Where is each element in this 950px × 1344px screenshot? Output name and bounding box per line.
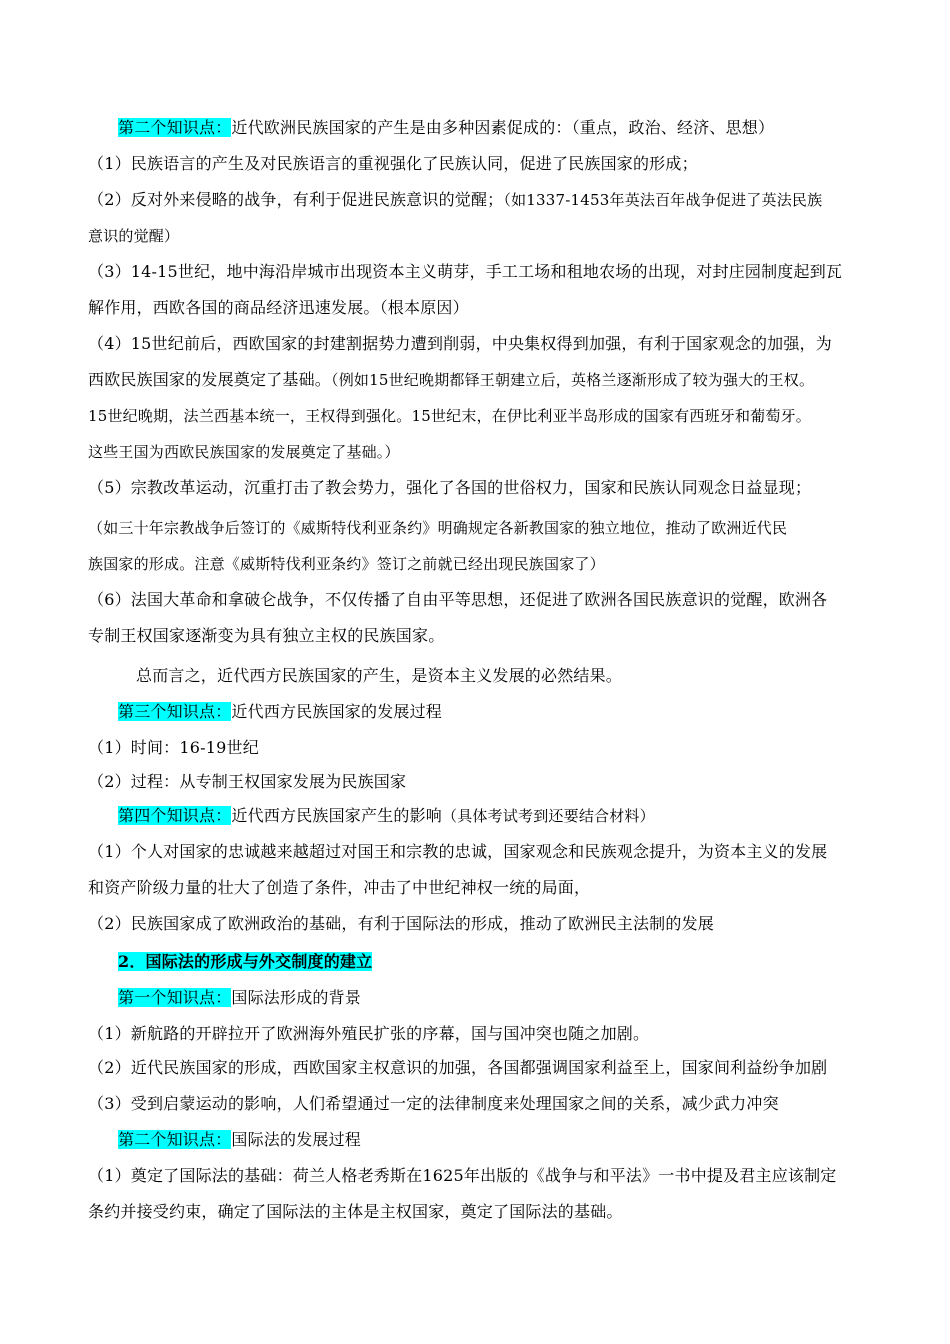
paragraph-line: 解作用，西欧各国的商品经济迅速发展。（根本原因） <box>88 298 469 317</box>
paragraph-line: （3）受到启蒙运动的影响，人们希望通过一定的法律制度来处理国家之间的关系，减少武力冲突 <box>88 1094 779 1113</box>
highlight-label: 第二个知识点： <box>118 118 232 137</box>
heading-text: 2．国际法的形成与外交制度的建立 <box>118 952 373 971</box>
section-line <box>118 805 655 827</box>
paragraph-line: （1）新航路的开辟拉开了欧洲海外殖民扩张的序幕，国与国冲突也随之加剧。 <box>88 1024 650 1043</box>
line-text: 国际法的发展过程 <box>231 1130 362 1149</box>
paragraph-line: （1）民族语言的产生及对民族语言的重视强化了民族认同，促进了民族国家的形成； <box>88 154 698 173</box>
paragraph-line <box>88 369 814 391</box>
paragraph-line: 条约并接受约束，确定了国际法的主体是主权国家，奠定了国际法的基础。 <box>88 1202 623 1221</box>
paragraph-line: （2）过程：从专制王权国家发展为民族国家 <box>88 772 407 791</box>
paragraph-line: 和资产阶级力量的壮大了创造了条件，冲击了中世纪神权一统的局面， <box>88 878 591 897</box>
note-line: 族国家的形成。注意《威斯特伐利亚条约》签订之前就已经出现民族国家了） <box>88 555 605 573</box>
paragraph-line: 专制王权国家逐渐变为具有独立主权的民族国家。 <box>88 626 445 645</box>
line-text: （2）反对外来侵略的战争，有利于促进民族意识的觉醒； <box>88 190 504 209</box>
paragraph-line: （1）时间：16-19世纪 <box>88 738 259 757</box>
highlight-label: 第四个知识点： <box>118 806 232 825</box>
paragraph-line: （1）个人对国家的忠诚越来越超过对国王和宗教的忠诚，国家观念和民族观念提升，为资本主义的发展 <box>88 842 828 861</box>
line-text: 近代西方民族国家产生的影响 <box>231 806 443 825</box>
section-line <box>118 701 442 723</box>
line-text: 近代欧洲民族国家的产生是由多种因素促成的：（重点，政治、经济、思想） <box>231 118 775 137</box>
paragraph-line: 总而言之，近代西方民族国家的产生，是资本主义发展的必然结果。 <box>136 666 623 685</box>
highlight-label: 第三个知识点： <box>118 702 232 721</box>
section-line <box>118 1129 361 1151</box>
note-line: 意识的觉醒） <box>88 227 180 245</box>
paragraph-line: （3）14-15世纪，地中海沿岸城市出现资本主义萌芽，手工工场和租地农场的出现，对封庄园制度起到瓦 <box>88 262 843 281</box>
paragraph-line: （6）法国大革命和拿破仑战争，不仅传播了自由平等思想，还促进了欧洲各国民族意识的觉醒，欧洲各 <box>88 590 828 609</box>
highlight-label: 第二个知识点： <box>118 1130 232 1149</box>
section-line <box>118 117 774 139</box>
paragraph-line: （5）宗教改革运动，沉重打击了教会势力，强化了各国的世俗权力，国家和民族认同观念日益显现； <box>88 478 812 497</box>
paragraph-line: （1）奠定了国际法的基础：荷兰人格老秀斯在1625年出版的《战争与和平法》一书中提及君主应该制定 <box>88 1166 837 1185</box>
note-text: （例如15世纪晚期都铎王朝建立后，英格兰逐渐形成了较为强大的王权。 <box>331 371 815 389</box>
line-text: 国际法形成的背景 <box>231 988 362 1007</box>
section-heading <box>118 951 372 973</box>
paragraph-line <box>88 189 822 211</box>
note-text: （具体考试考到还要结合材料） <box>442 807 655 825</box>
note-line: （如三十年宗教战争后签订的《威斯特伐利亚条约》明确规定各新教国家的独立地位，推动了欧洲近代民 <box>88 519 788 537</box>
highlight-label: 第一个知识点： <box>118 988 232 1007</box>
paragraph-line: （4）15世纪前后，西欧国家的封建割据势力遭到削弱，中央集权得到加强，有利于国家观念的加强，为 <box>88 334 832 353</box>
note-text: （如1337-1453年英法百年战争促进了英法民族 <box>503 191 823 209</box>
note-line: 15世纪晚期，法兰西基本统一，王权得到强化。15世纪末，在伊比利亚半岛形成的国家有西班牙和葡萄牙。 <box>88 407 811 425</box>
note-line: 这些王国为西欧民族国家的发展奠定了基础。） <box>88 443 400 461</box>
paragraph-line: （2）民族国家成了欧洲政治的基础，有利于国际法的形成，推动了欧洲民主法制的发展 <box>88 914 714 933</box>
line-text: 西欧民族国家的发展奠定了基础。 <box>88 370 332 389</box>
section-line <box>118 987 361 1009</box>
line-text: 近代西方民族国家的发展过程 <box>231 702 443 721</box>
paragraph-line: （2）近代民族国家的形成，西欧国家主权意识的加强，各国都强调国家利益至上，国家间利益纷争加剧 <box>88 1058 828 1077</box>
